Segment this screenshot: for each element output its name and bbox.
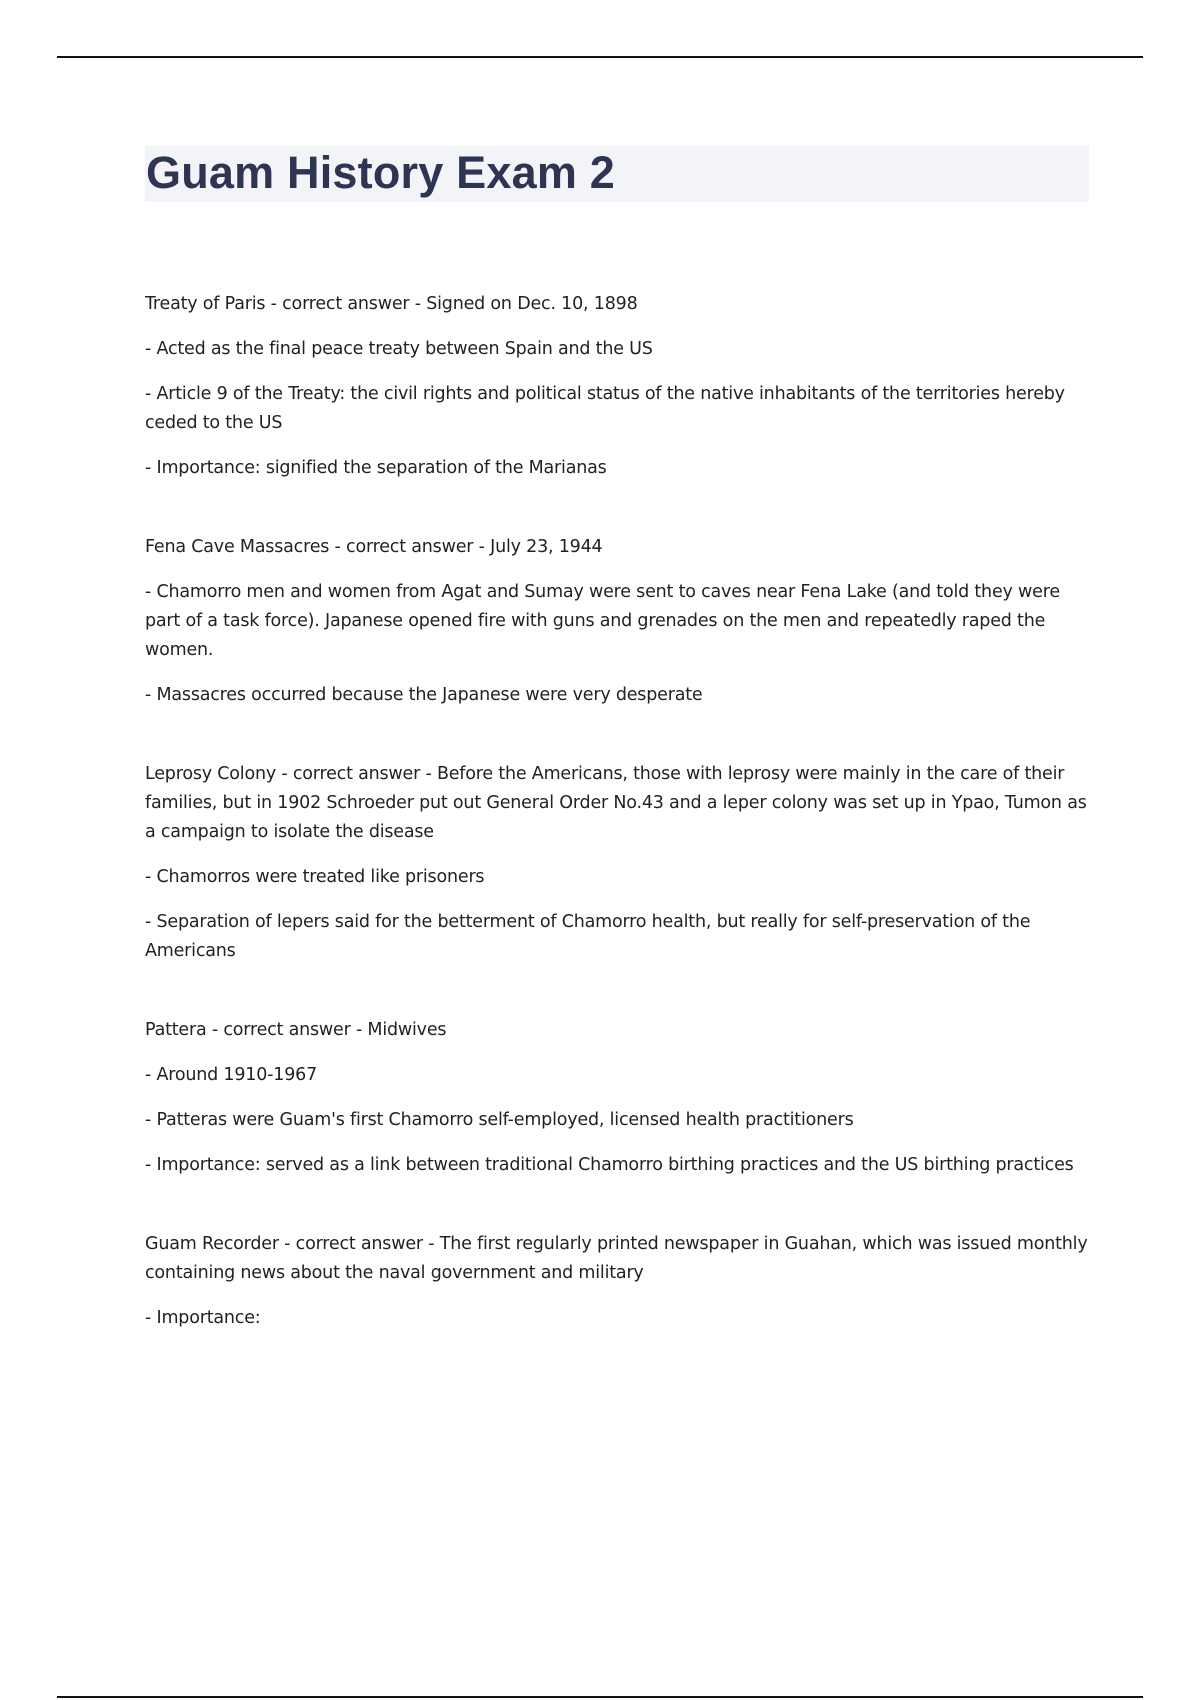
entry-line: - Article 9 of the Treaty: the civil rights and political status of the native inhabitants of the territories hereby ceded to the US <box>145 384 1065 433</box>
entry-line: Leprosy Colony - correct answer - Before the Americans, those with leprosy were mainly in the care of their families, but in 1902 Schroeder put out General Order No.43 and a leper colony was set up in Ypao, Tumon as a campaign to isolate the disease <box>145 764 1087 842</box>
entry-line: - Around 1910-1967 <box>145 1065 318 1085</box>
entry-leprosy-colony <box>145 760 1090 966</box>
entry-line: Fena Cave Massacres - correct answer - July 23, 1944 <box>145 537 603 557</box>
entry-line: - Patteras were Guam's first Chamorro self-employed, licensed health practitioners <box>145 1110 854 1130</box>
bottom-rule <box>57 1696 1143 1698</box>
entry-line: - Massacres occurred because the Japanese were very desperate <box>145 685 703 705</box>
entry-line: Pattera - correct answer - Midwives <box>145 1020 447 1040</box>
document-body <box>145 290 1090 1383</box>
entry-pattera <box>145 1016 1090 1180</box>
entry-treaty-of-paris <box>145 290 1090 483</box>
entry-line: - Importance: <box>145 1308 261 1328</box>
entry-line: - Chamorros were treated like prisoners <box>145 867 485 887</box>
page-title: Guam History Exam 2 <box>146 147 615 198</box>
entry-line: - Chamorro men and women from Agat and Sumay were sent to caves near Fena Lake (and told they were part of a task force). Japanese opened fire with guns and grenades on the men and repeatedly raped the women. <box>145 582 1060 660</box>
entry-line: - Importance: signified the separation of the Marianas <box>145 458 607 478</box>
entry-guam-recorder <box>145 1230 1090 1333</box>
entry-line: - Acted as the final peace treaty between Spain and the US <box>145 339 653 359</box>
entry-line: - Importance: served as a link between traditional Chamorro birthing practices and the US birthing practices <box>145 1155 1074 1175</box>
top-rule <box>57 56 1143 58</box>
entry-fena-cave-massacres <box>145 533 1090 710</box>
entry-line: Guam Recorder - correct answer - The first regularly printed newspaper in Guahan, which was issued monthly containing news about the naval government and military <box>145 1234 1088 1283</box>
entry-line: Treaty of Paris - correct answer - Signed on Dec. 10, 1898 <box>145 294 638 314</box>
entry-line: - Separation of lepers said for the betterment of Chamorro health, but really for self-preservation of the Americans <box>145 912 1031 961</box>
